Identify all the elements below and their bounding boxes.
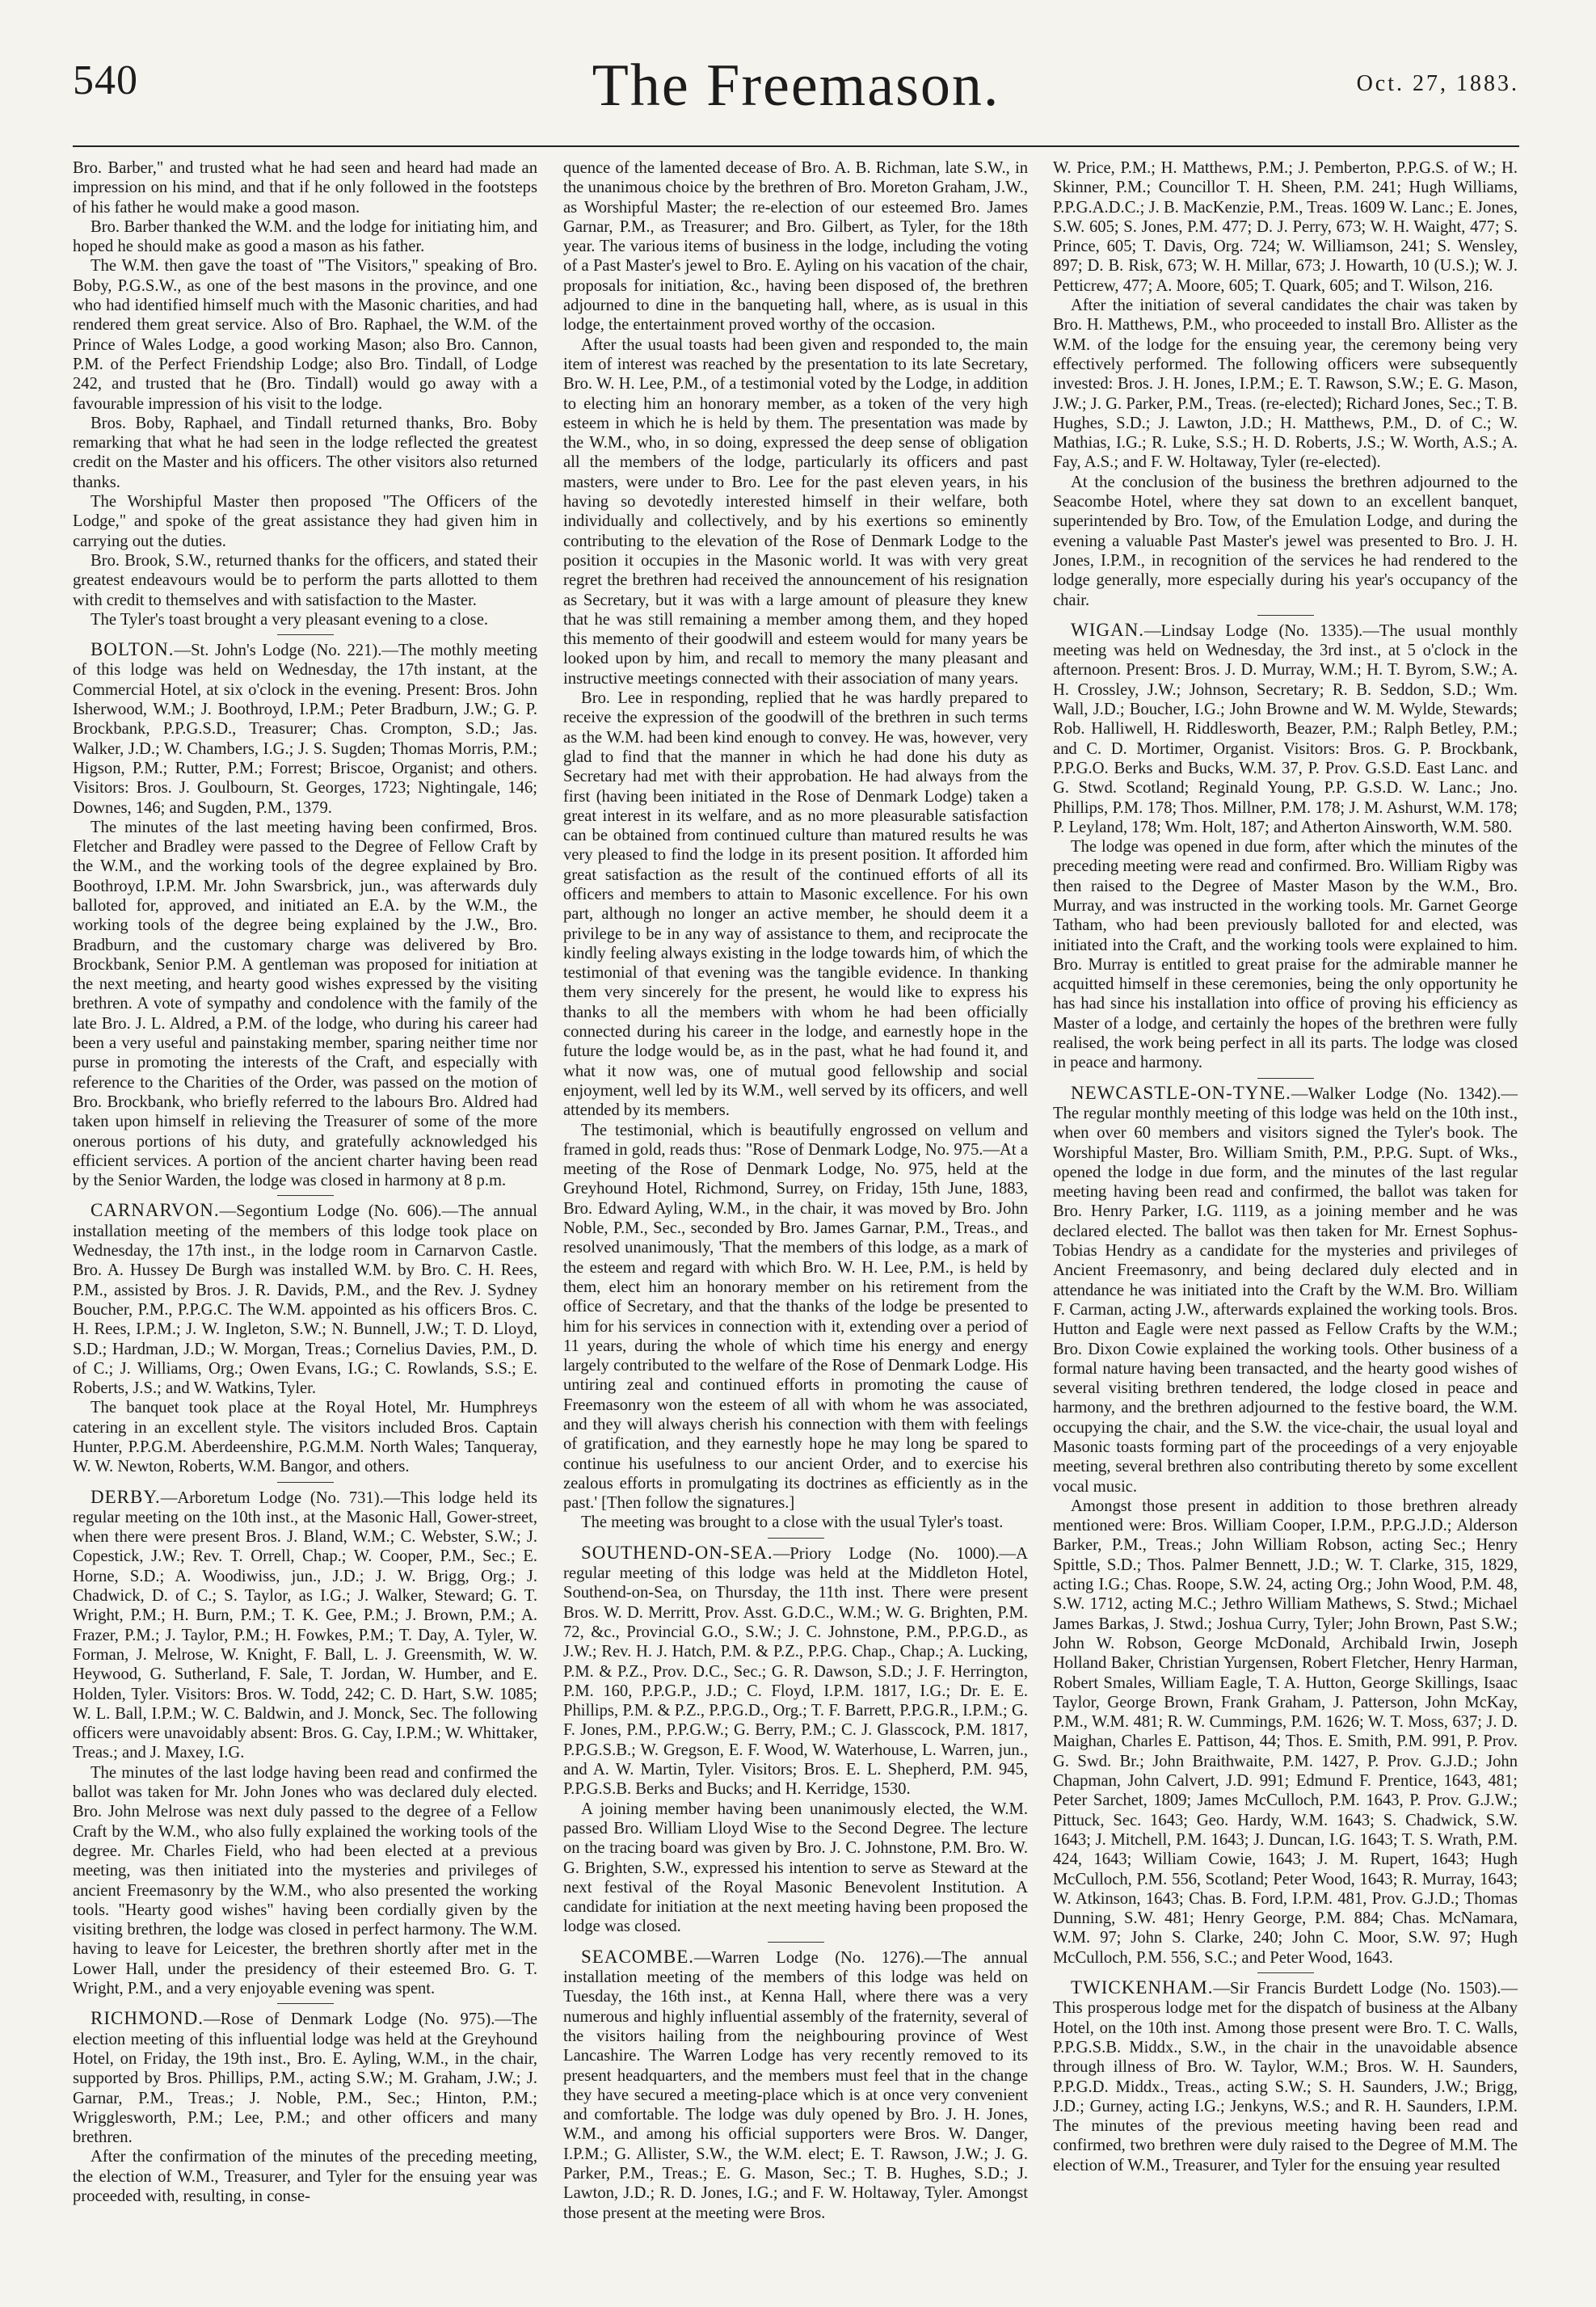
paragraph: A joining member having been unanimously elected, the W.M. passed Bro. William Lloyd Wise to the Second Degree. The lecture on the tracing board was given by Bro. J. C. Johnstone, P.M. Bro. W. G. Brighten, S.W., expressed his intention to serve as Steward at the next festival of the Royal Masonic Benevolent Institution. A candidate for initiation at the next meeting having been proposed the lodge was closed. [563,1800,1028,1936]
lodge-report-heading [563,1947,1028,2223]
paragraph: The W.M. then gave the toast of "The Visitors," speaking of Bro. Boby, P.G.S.W., as one of the best masons in the province, and one who had identified himself much with the Masonic charities, and had rendered them great service. Also of Bro. Raphael, the W.M. of the Prince of Wales Lodge, a good working Mason; also Bro. Cannon, P.M. of the Perfect Friendship Lodge; also Bro. Tindall, of Lodge 242, and trusted that he (Bro. Tindall) would go away with a favourable impression of his visit to the lodge. [73,257,537,413]
paragraph: The testimonial, which is beautifully engrossed on vellum and framed in gold, reads thus: "Rose of Denmark Lodge, No. 975.—At a meeting of the Rose of Denmark Lodge, No. 975, held at the Greyhound Hotel, Richmond, Surrey, on Friday, 15th June, 1883, Bro. Edward Ayling, W.M., in the chair, it was moved by Bro. John Noble, P.M., Sec., seconded by Bro. James Garnar, P.M., Treas., and resolved unanimously, 'That the members of this lodge, as a mark of the esteem and regard with which Bro. W. H. Lee, P.M., is held by them, elect him an honorary member on his retirement from the office of Secretary, and that the thanks of the lodge be presented to him for his services in connection with it, extending over a period of 11 years, during the whole of which time his energy and energy largely contributed to the welfare of the Rose of Denmark Lodge. His untiring zeal and continued efforts in promoting the cause of Freemasonry won the esteem of all with whom he was associated, and they will always cherish his connection with them with feelings of gratification, and they earnestly hope he may long be spared to continue his usefulness to our ancient Order, and to exercise his zealous efforts in promulgating its doctrines as efficiently as in the past.' [Then follow the signatures.] [563,1121,1028,1513]
article-separator [768,1942,824,1943]
lodge-location: TWICKENHAM. [1071,1977,1214,1998]
lodge-location: NEWCASTLE-ON-TYNE. [1071,1082,1291,1103]
paragraph: W. Price, P.M.; H. Matthews, P.M.; J. Pemberton, P.P.G.S. of W.; H. Skinner, P.M.; Councillor T. H. Sheen, P.M. 241; Hugh Williams, P.P.G.A.D.C.; J. B. MacKenzie, P.M., Treas. 1609 W. Lanc.; E. Jones, S.W. 605; S. Jones, P.M. 477; D. J. Perry, 673; W. H. Waight, 477; S. Prince, 605; T. Davis, Org. 724; W. Williamson, 241; S. Wensley, 897; D. B. Risk, 673; W. H. Millar, 673; J. Howarth, 10 (U.S.); W. J. Petticrew, 477; A. Moore, 605; T. Quark, 605; and T. Wilson, 216. [1053,159,1518,295]
masthead [73,53,1519,145]
article-separator [277,1482,334,1483]
article-separator [277,2003,334,2004]
paragraph: After the confirmation of the minutes of the preceding meeting, the election of W.M., Treasurer, and Tyler for the ensuing year was proceeded with, resulting, in conse- [73,2148,537,2205]
article-separator [277,1195,334,1196]
paragraph: After the usual toasts had been given and responded to, the main item of interest was reached by the presentation to its late Secretary, Bro. W. H. Lee, P.M., of a testimonial voted by the Lodge, in addition to electing him an honorary member, as a token of the very high esteem in which he is held by them. The presentation was made by the W.M., who, in so doing, expressed the deep sense of obligation all the members of the lodge, particularly its officers and past masters, were under to Bro. Lee for the past eleven years, in his having so devotedly interested himself in their welfare, both individually and collectively, and by his exertions so eminently contributing to the elevation of the Rose of Denmark Lodge to the position it occupies in the Masonic world. It was with very great regret the brethren had received the announcement of his resignation as Secretary, but it was with a large amount of pleasure they knew that he was still remaining a member among them, and they hoped this memento of their goodwill and esteem would for many years be looked upon by him, and recall to memory the many pleasant and instructive meetings connected with their association of many years. [563,335,1028,688]
paragraph: The Tyler's toast brought a very pleasant evening to a close. [91,610,488,629]
lodge-report-heading [73,1201,537,1398]
header-rule [73,145,1519,147]
paragraph: Bros. Boby, Raphael, and Tindall returned thanks, Bro. Boby remarking that what he had seen in the lodge reflected the greatest credit on the Master and his officers. The other visitors also returned thanks. [73,414,537,491]
paragraph: Bro. Barber thanked the W.M. and the lodge for initiating him, and hoped he should make as good a mason as his father. [73,217,537,256]
paragraph: Bro. Lee in responding, replied that he was hardly prepared to receive the expression of the goodwill of the brethren in such terms as the W.M. had been kind enough to convey. He was, however, very glad to find that the manner in which he had done his duty as Secretary had met with their approbation. He had always from the first (having been initiated in the Rose of Denmark Lodge) taken a great interest in its welfare, and as no more pleasurable satisfaction can be obtained from continued culture than matured results he was very pleased to find the lodge in its present position. It afforded him great satisfaction as the result of the continued efforts of all its officers and members to attain to Masonic excellence. For his own part, although no longer an active member, he should deem it a privilege to be in any way of assistance to them, and reciprocate the kindly feeling always existing in the lodge towards him, of which the testimonial of that evening was the tangible evidence. In thanking them very sincerely for the present, he would like to express his thanks to all the members with whom he had been officially connected during his career in the lodge, and earnestly hope in the future the lodge would be, as in the past, what he had found it, and what it now was, one of mutual good fellowship and social enjoyment, well led by its W.M., well served by its officers, and well attended by its members. [563,689,1028,1120]
paragraph: Bro. Brook, S.W., returned thanks for the officers, and stated their greatest endeavours would be to perform the parts allotted to them with credit to themselves and with satisfaction to the Master. [73,551,537,609]
column-3 [1053,158,1518,2175]
column-1 [73,158,537,2206]
lodge-location: BOLTON. [91,639,175,660]
paragraph: Amongst those present in addition to those brethren already mentioned were: Bros. William Cooper, I.P.M., P.P.G.J.D.; Alderson Barker, P.M., Treas.; John William Robson, acting Sec.; Henry Spittle, S.D.; Thos. Palmer Bennett, J.D.; W. T. Clarke, 315, 1829, acting I.G.; Chas. Roope, S.W. 24, acting Org.; John Wood, P.M. 48, S.W. 1712, acting M.C.; Jethro William Mathews, S. Stwd.; Michael James Barkas, J. Stwd.; Joshua Curry, Tyler; John Brown, Past S.W.; John W. Robson, George McDonald, Archibald Irwin, Joseph Holland Baker, Christian Yurgensen, Robert Fletcher, Henry Harman, Robert Smales, William Eagle, T. A. Hutton, George Skillings, Isaac Taylor, George Brown, Frank Graham, J. Patterson, John McKay, P.M., W.M. 481; R. W. Cummings, P.M. 1626; W. T. Moss, 637; J. D. Maighan, Charles E. Pattison, 44; Thos. E. Smith, P.M. 991, P. Prov. G. Swd. Br.; John Braithwaite, P.M. 1427, P. Prov. G.J.D.; John Chapman, John Calvert, J.D. 991; Edmund F. Prentice, 1643, 481; Peter Sarchet, 1809; James McCulloch, P.M. 1643, P. Prov. G.J.W.; Pittuck, Sec. 1643; Geo. Hardy, W.M. 1643; S. Chadwick, S.W. 1643; J. Mitchell, P.M. 1643; J. Duncan, I.G. 1643; T. S. Wrath, P.M. 424, 1643; William Cowie, 1643; J. M. Rupert, 1643; Hugh McCulloch, P.M. 556, Scotland; Peter Wood, 1643; R. Murray, 1643; W. Atkinson, 1643; Chas. B. Ford, I.P.M. 481, Prov. G.J.D.; Thomas Dunning, S.W. 481; Henry George, P.M. 884; Chas. McNamara, W.M. 97; John S. Clarke, 240; John C. Moor, S.W. 97; Hugh McCulloch, P.M. 556, S.C.; and Peter Wood, 1643. [1053,1497,1518,1967]
lodge-report-heading [563,1543,1028,1800]
article-separator [277,634,334,635]
lodge-report-heading [1053,621,1518,837]
article-separator [1257,615,1314,616]
paragraph: The minutes of the last meeting having been confirmed, Bros. Fletcher and Bradley were passed to the Degree of Fellow Craft by the W.M., and the working tools of the degree explained by Bro. Boothroyd, I.P.M. Mr. John Swarsbrick, jun., was afterwards duly balloted for, approved, and initiated an E.A. by the W.M., the working tools of the degree being explained by the J.W., Bro. Bradburn, and the customary charge was delivered by Bro. Brockbank, Senior P.M. A gentleman was proposed for initiation at the next meeting, and hearty good wishes expressed by the visiting brethren. A vote of sympathy and condolence with the family of the late Bro. J. L. Aldred, a P.M. of the lodge, who during his career had been a very useful and painstaking member, sparing neither time nor purse in promoting the interests of the Craft, and especially with reference to the Charities of the Order, was passed on the motion of Bro. Brockbank, who briefly referred to the labours Bro. Aldred had taken upon himself in relieving the Treasurer of some of the more onerous portions of his duty, and gratefully acknowledged his efficient services. A portion of the ancient charter having been read by the Senior Warden, the lodge was closed in harmony at 8 p.m. [73,818,537,1190]
paragraph: The banquet took place at the Royal Hotel, Mr. Humphreys catering in an excellent style. The visitors included Bros. Captain Hunter, P.P.G.M. Aberdeenshire, P.G.M.M. North Wales; Tanqueray, W. W. Newton, Roberts, W.M. Bangor, and others. [73,1399,537,1476]
lodge-location: SEACOMBE. [581,1946,694,1967]
lodge-report-text: —Warren Lodge (No. 1276).—The annual installation meeting of the members of this lodge was held on Tuesday, the 16th inst., at Kenna Hall, where there was a very numerous and highly influential assembly of the fraternity, several of the visitors hailing from the neighbouring province of West Lancashire. The Warren Lodge has very recently removed to its present headquarters, and the members must feel that in the change they have secured a meeting-place which is at once very convenient and comfortable. The lodge was duly opened by Bro. J. H. Jones, W.M., and among his official supporters were Bros. W. Danger, I.P.M.; G. Allister, S.W., the W.M. elect; E. T. Rawson, J.W.; J. G. Parker, P.M., Treas.; E. G. Mason, Sec.; T. B. Hughes, S.D.; J. Lawton, J.D.; R. D. Jones, I.G.; and F. W. Holtaway, Tyler. Amongst those present at the meeting were Bros. [563,1948,1028,2222]
lodge-location: DERBY. [91,1486,161,1507]
page-number: 540 [73,57,138,103]
paragraph: Bro. Barber," and trusted what he had seen and heard had made an impression on his mind, and that if he only followed in the footsteps of his father he would make a good mason. [73,159,537,217]
article-separator [1257,1972,1314,1973]
lodge-report-text: —Rose of Denmark Lodge (No. 975).—The election meeting of this influential lodge was held at the Greyhound Hotel, on Friday, the 19th inst., Bro. E. Ayling, W.M., in the chair, supported by Bros. Phillips, P.M., acting S.W.; M. Graham, J.W.; J. Garnar, P.M., Treas.; J. Noble, P.M., Sec.; Hinton, P.M.; Wrigglesworth, P.M.; Lee, P.M.; and other officers and many brethren. [73,2010,537,2147]
lodge-report-text: —Walker Lodge (No. 1342).—The regular monthly meeting of this lodge was held on the 10th inst., when over 60 members and visitors signed the Tyler's book. The Worshipful Master, Bro. William Smith, P.M., P.P.G. Supt. of Wks., opened the lodge in due form, and the minutes of the last regular meeting having been read and confirmed, the ballot was taken for Bro. Henry Parker, I.G. 1119, as a joining member and he was declared elected. The ballot was then taken for Mr. Ernest Sophus-Tobias Hendry as a candidate for the mysteries and privileges of Ancient Freemasonry, and being declared duly elected and in attendance he was initiated into the Craft by the W.M. Bro. William F. Carman, acting J.W., afterwards explained the working tools. Bros. Hutton and Eagle were next passed as Fellow Crafts by the W.M.; Bro. Dixon Cowie explained the working tools. Other business of a formal nature having been transacted, and the hearty good wishes of several visiting brethren tendered, the lodge closed in peace and harmony, and the brethren adjourned to the festive board, the W.M. occupying the chair, and the S.W. the vice-chair, the usual loyal and Masonic toasts forming part of the proceedings of a very enjoyable meeting, several brethren also contributing thereto by some excellent vocal music. [1053,1084,1518,1496]
lodge-report-heading [1053,1978,1518,2175]
paragraph: After the initiation of several candidates the chair was taken by Bro. H. Matthews, P.M., who proceeded to install Bro. Allister as the W.M. of the lodge for the ensuing year, the ceremony being very effectively performed. The following officers were subsequently invested: Bros. J. H. Jones, I.P.M.; E. T. Rawson, S.W.; E. G. Mason, J.W.; J. G. Parker, P.M., Treas. (re-elected); Richard Jones, Sec.; T. B. Hughes, S.D.; J. Lawton, J.D.; H. Matthews, P.M., D. of C.; W. Mathias, I.G.; R. Luke, S.S.; H. D. Roberts, J.S.; W. Worth, A.S.; A. Fay, A.S.; and F. W. Holtaway, Tyler (re-elected). [1053,297,1518,472]
lodge-report-text: —Lindsay Lodge (No. 1335).—The usual monthly meeting was held on Wednesday, the 3rd inst., at 5 o'clock in the afternoon. Present: Bros. J. D. Murray, W.M.; H. T. Byrom, S.W.; A. H. Crossley, J.W.; Johnson, Secretary; R. B. Seddon, S.D.; Wm. Wall, J.D.; Boucher, I.G.; John Browne and W. M. Wylde, Stewards; Rob. Halliwell, H. Riddlesworth, Beazer, P.M.; Ralph Betley, P.M.; and C. D. Mortimer, Organist. Visitors: Bros. G. P. Brockbank, P.P.G.O. Berks and Bucks, W.M. 37, P. Prov. G.S.D. East Lanc. and G. Stwd. Scotland; Reginald Young, P.P. G.S.D. W. Lanc.; Jno. Phillips, P.M. 178; Thos. Millner, P.M. 178; J. M. Ashurst, W.M. 178; P. Leyland, 178; Wm. Holt, 187; and Atherton Ainsworth, W.M. 580. [1053,621,1518,836]
lodge-report-text: —Priory Lodge (No. 1000).—A regular meeting of this lodge was held at the Middleton Hotel, Southend-on-Sea, on Thursday, the 11th inst. There were present Bros. W. D. Merritt, Prov. Asst. G.D.C., W.M.; W. G. Brighten, P.M. 72, &c., Provincial G.O., S.W.; J. C. Johnstone, P.M., P.P.G.D., as J.W.; Rev. H. J. Hatch, P.M. & P.Z., P.P.G. Chap., Chap.; A. Lucking, P.M. & P.Z., Prov. D.C., Sec.; G. R. Dawson, S.D.; J. F. Herrington, P.M. 160, P.P.G.P., J.D.; C. Floyd, I.P.M. 1817, I.G.; Dr. E. E. Phillips, P.M. & P.Z., P.P.G.D., Org.; T. F. Barrett, P.P.G.R., I.P.M.; G. F. Jones, P.M., P.P.G.W.; G. Berry, P.M.; C. J. Glasscock, P.M. 1817, P.P.G.S.B.; W. Gregson, E. F. Wood, W. Waterhouse, L. Warren, jun., and A. W. Martin, Tyler. Visitors; Bros. E. L. Shepherd, P.M. 945, P.P.G.S.B. Berks and Bucks; and H. Kerridge, 1530. [563,1544,1028,1799]
lodge-location: CARNARVON. [91,1200,220,1221]
lodge-location: WIGAN. [1071,619,1144,640]
lodge-report-heading [1053,1084,1518,1497]
paragraph: At the conclusion of the business the brethren adjourned to the Seacombe Hotel, where they sat down to an excellent banquet, superintended by Bro. Tow, of the Emulation Lodge, and during the evening a valuable Past Master's jewel was presented to Bro. J. H. Jones, I.P.M., in recognition of the services he had rendered to the lodge generally, more especially during his year's occupancy of the chair. [1053,473,1518,609]
paragraph: The meeting was brought to a close with the usual Tyler's toast. [581,1513,1004,1532]
lodge-location: SOUTHEND-ON-SEA. [581,1542,773,1563]
column-2 [563,158,1028,2223]
paragraph: The minutes of the last lodge having been read and confirmed the ballot was taken for Mr. John Jones who was declared duly elected. Bro. John Melrose was next duly passed to the degree of a Fellow Craft by the W.M., who also fully explained the working tools of the degree. Mr. Charles Field, who had been elected at a previous meeting, was then initiated into the mysteries and privileges of ancient Freemasonry by the W.M., who also presented the working tools. "Hearty good wishes" having been cordially given by the visiting brethren, the lodge was closed in perfect harmony. The W.M. having to leave for Leicester, the brethren shortly after met in the Lower Hall, under the presidency of their esteemed Bro. G. T. Wright, P.M., and a very enjoyable evening was spent. [73,1763,537,1998]
paragraph: The lodge was opened in due form, after which the minutes of the preceding meeting were read and confirmed. Bro. William Rigby was then raised to the Degree of Master Mason by the W.M., Bro. Murray, and was instructed in the working tools. Mr. Garnet George Tatham, who had been previously balloted for and elected, was initiated into the Craft, and the working tools were explained to him. Bro. Murray is entitled to great praise for the admirable manner he acquitted himself in these ceremonies, being the only opportunity he has had since his installation into office of proving his efficiency as Master of a lodge, and certainly the hopes of the brethren were fully realised, the work being perfect in all its parts. The lodge was closed in peace and harmony. [1053,838,1518,1072]
lodge-report-text: —Arboretum Lodge (No. 731).—This lodge held its regular meeting on the 10th inst., at the Masonic Hall, Gower-street, when there were present Bros. J. Bland, W.M.; C. Webster, S.W.; J. Copestick, J.W.; Rev. T. Orrell, Chap.; W. Cooper, P.M., Sec.; E. Horne, S.D.; A. Woodiwiss, jun., J.D.; J. W. Brigg, Org.; J. Chadwick, D. of C.; S. Taylor, as I.G.; J. Walker, Steward; G. T. Wright, P.M.; H. Burn, P.M.; T. K. Gee, P.M.; J. Brown, P.M.; A. Frazer, P.M.; J. Taylor, P.M.; H. Fowkes, P.M.; T. Day, A. Tyler, W. Forman, J. Melrose, W. Knight, F. Ball, L. J. Greensmith, W. W. Heywood, G. Sutherland, F. Sale, T. Jordan, W. Humber, and E. Holden, Tyler. Visitors: Bros. W. Todd, 242; C. D. Hart, S.W. 1085; W. L. Ball, I.P.M.; W. C. Baldwin, and J. Monck, Sec. The following officers were unavoidably absent: Bros. G. Cay, I.P.M.; W. Whittaker, Treas.; and J. Maxey, I.G. [73,1488,537,1762]
lodge-report-text: —Sir Francis Burdett Lodge (No. 1503).—This prosperous lodge met for the dispatch of business at the Albany Hotel, on the 10th inst. Among those present were Bro. T. C. Walls, P.P.G.S.B. Middx., S.W., in the chair in the unavoidable absence through illness of Bro. W. Taylor, W.M.; Bros. W. H. Saunders, P.P.G.D. Middx., Treas., acting S.W.; S. H. Saunders, J.W.; Brigg, J.D.; Gurney, acting I.G.; Jenkyns, W.S.; and R. H. Saunders, I.P.M. The minutes of the previous meeting having been read and confirmed, two brethren were duly raised to the Degree of M.M. The election of W.M., Treasurer, and Tyler for the ensuing year resulted [1053,1980,1518,2174]
lodge-location: RICHMOND. [91,2008,204,2029]
newspaper-title: The Freemason. [592,53,1000,119]
paragraph: The Worshipful Master then proposed "The Officers of the Lodge," and spoke of the great assistance they had given him in carrying out the duties. [73,493,537,550]
lodge-report-heading [73,2009,537,2147]
paragraph: quence of the lamented decease of Bro. A. B. Richman, late S.W., in the unanimous choice by the brethren of Bro. Moreton Graham, J.W., as Worshipful Master; the re-election of our esteemed Bro. James Garnar, P.M., as Treasurer; and Bro. Gilbert, as Tyler, for the 18th year. The various items of business in the lodge, including the voting of a Past Master's jewel to Bro. E. Ayling on his vacation of the chair, proposals for initiation, &c., having been disposed of, the brethren adjourned to dine in the banqueting hall, where, as is usual in this lodge, the entertainment proved worthy of the occasion. [563,159,1028,335]
lodge-report-text: —Segontium Lodge (No. 606).—The annual installation meeting of the members of this lodge took place on Wednesday, the 17th inst., in the lodge room in Carnarvon Castle. Bro. A. Hussey De Burgh was installed W.M. by Bro. C. H. Rees, P.M., assisted by Bros. J. R. Davids, P.M., and the Rev. J. Sydney Boucher, P.M., P.P.G.C. The W.M. appointed as his officers Bros. C. H. Rees, I.P.M.; J. W. Ingleton, S.W.; N. Bunnell, J.W.; T. D. Lloyd, S.D.; Hardman, J.D.; W. Morgan, Treas.; Cornelius Davies, P.M., D. of C.; J. Williams, Org.; Owen Evans, I.G.; C. Rowlands, S.S.; E. Roberts, J.S.; and W. Watkins, Tyler. [73,1202,537,1398]
article-separator [1257,1078,1314,1079]
issue-date: Oct. 27, 1883. [1356,71,1519,96]
lodge-report-heading [73,640,537,818]
article-separator [768,1538,824,1539]
lodge-report-text: —St. John's Lodge (No. 221).—The mothly meeting of this lodge was held on Wednesday, the 17th instant, at the Commercial Hotel, at six o'clock in the evening. Present: Bros. John Isherwood, W.M.; J. Boothroyd, I.P.M.; Peter Bradburn, J.W.; G. P. Brockbank, P.P.G.S.D., Treasurer; Chas. Crompton, S.D.; Jas. Walker, J.D.; W. Chambers, I.G.; J. S. Sugden; Thomas Morris, P.M.; Higson, P.M.; Rutter, P.M.; Forrest; Briscoe, Organist; and others. Visitors: Bros. J. Goulbourn, St. Georges, 1723; Nightingale, 146; Downes, 146; and Sugden, P.M., 1379. [73,642,537,817]
lodge-report-heading [73,1488,537,1763]
